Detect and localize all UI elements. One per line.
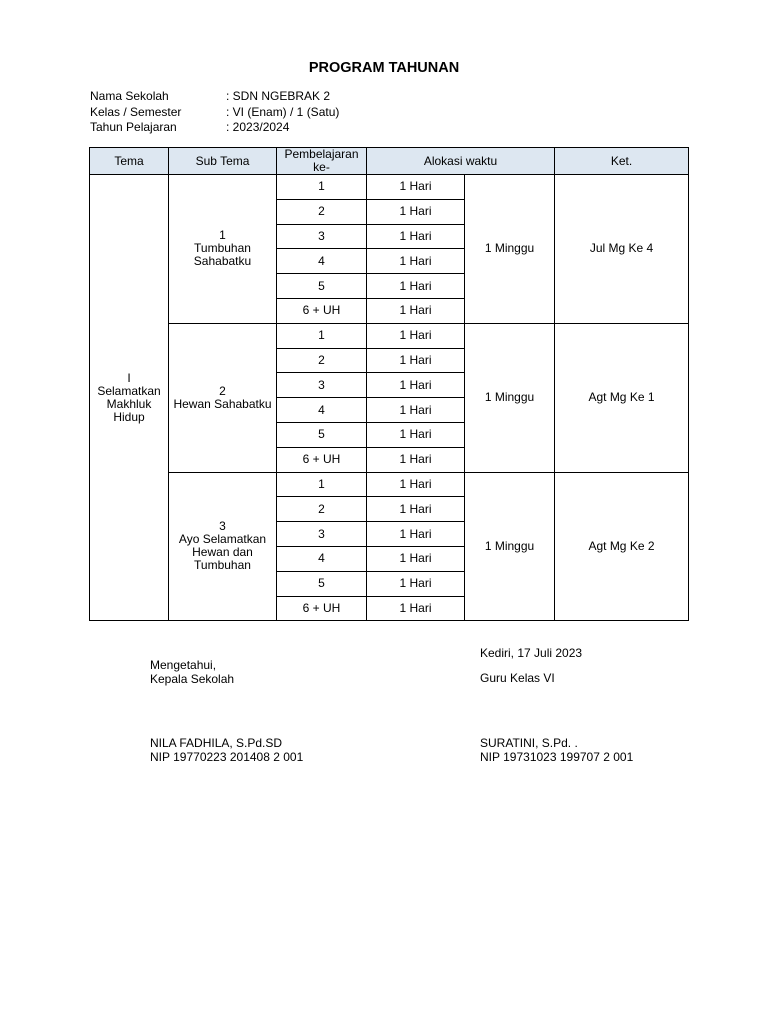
subtema-number: 2 bbox=[219, 383, 226, 398]
subtema-title: Tumbuhan Sahabatku bbox=[193, 241, 252, 269]
hari-cell: 1 Hari bbox=[367, 274, 465, 299]
ket-cell: Agt Mg Ke 1 bbox=[555, 323, 689, 472]
principal-name: NILA FADHILA, S.Pd.SD bbox=[150, 736, 283, 750]
info-value: : SDN NGEBRAK 2 bbox=[226, 89, 331, 103]
teacher-nip: NIP 19731023 199707 2 001 bbox=[480, 749, 634, 764]
hari-cell: 1 Hari bbox=[367, 422, 465, 447]
pembelajaran-cell: 3 bbox=[277, 224, 367, 249]
place-date: Kediri, 17 Juli 2023 bbox=[480, 646, 583, 660]
principal-nip: NIP 19770223 201408 2 001 bbox=[150, 749, 304, 764]
subtema-cell bbox=[169, 323, 277, 472]
ket-cell: Jul Mg Ke 4 bbox=[555, 175, 689, 324]
school-info bbox=[90, 89, 339, 136]
hari-cell: 1 Hari bbox=[367, 199, 465, 224]
pembelajaran-cell: 5 bbox=[277, 274, 367, 299]
hari-cell: 1 Hari bbox=[367, 546, 465, 571]
info-label: Tahun Pelajaran bbox=[90, 120, 177, 134]
hari-cell: 1 Hari bbox=[367, 497, 465, 522]
hari-cell: 1 Hari bbox=[367, 298, 465, 323]
pembelajaran-cell: 4 bbox=[277, 249, 367, 274]
page-title: PROGRAM TAHUNAN bbox=[308, 60, 460, 76]
pembelajaran-cell: 6 + UH bbox=[277, 447, 367, 472]
hari-cell: 1 Hari bbox=[367, 224, 465, 249]
header-alokasi: Alokasi waktu bbox=[367, 148, 555, 175]
minggu-cell: 1 Minggu bbox=[465, 175, 555, 324]
acknowledge-text: Mengetahui, bbox=[150, 658, 217, 672]
subtema-cell bbox=[169, 175, 277, 324]
pembelajaran-cell: 6 + UH bbox=[277, 298, 367, 323]
header-subtema: Sub Tema bbox=[169, 148, 277, 175]
pembelajaran-cell: 3 bbox=[277, 373, 367, 398]
pembelajaran-cell: 1 bbox=[277, 323, 367, 348]
subtema-title: Ayo Selamatkan Hewan dan Tumbuhan bbox=[178, 532, 267, 573]
tema-number: I bbox=[127, 370, 131, 385]
hari-cell: 1 Hari bbox=[367, 398, 465, 423]
info-label: Nama Sekolah bbox=[90, 89, 169, 103]
header-tema: Tema bbox=[90, 148, 169, 175]
header-row bbox=[90, 148, 689, 175]
header-ket: Ket. bbox=[555, 148, 689, 175]
signature-right-name-block bbox=[480, 737, 633, 764]
table-row bbox=[90, 472, 689, 497]
pembelajaran-cell: 5 bbox=[277, 422, 367, 447]
pembelajaran-cell: 1 bbox=[277, 472, 367, 497]
table-row bbox=[90, 323, 689, 348]
pembelajaran-cell: 2 bbox=[277, 348, 367, 373]
ket-cell: Agt Mg Ke 2 bbox=[555, 472, 689, 621]
signature-left-name-block bbox=[150, 737, 303, 764]
subtema-number: 1 bbox=[219, 228, 226, 243]
hari-cell: 1 Hari bbox=[367, 348, 465, 373]
teacher-name: SURATINI, S.Pd. . bbox=[480, 736, 578, 750]
info-row-year bbox=[90, 120, 339, 136]
subtema-title: Hewan Sahabatku bbox=[173, 396, 272, 411]
info-label: Kelas / Semester bbox=[90, 104, 182, 119]
info-row-class bbox=[90, 105, 339, 121]
hari-cell: 1 Hari bbox=[367, 472, 465, 497]
pembelajaran-cell: 4 bbox=[277, 398, 367, 423]
pembelajaran-cell: 4 bbox=[277, 546, 367, 571]
minggu-cell: 1 Minggu bbox=[465, 323, 555, 472]
pembelajaran-cell: 2 bbox=[277, 199, 367, 224]
info-row-school bbox=[90, 89, 339, 105]
info-value: : 2023/2024 bbox=[226, 120, 290, 134]
hari-cell: 1 Hari bbox=[367, 522, 465, 547]
pembelajaran-cell: 6 + UH bbox=[277, 596, 367, 621]
hari-cell: 1 Hari bbox=[367, 447, 465, 472]
subtema-cell bbox=[169, 472, 277, 621]
hari-cell: 1 Hari bbox=[367, 596, 465, 621]
hari-cell: 1 Hari bbox=[367, 323, 465, 348]
teacher-role: Guru Kelas VI bbox=[480, 671, 555, 685]
subtema-number: 3 bbox=[219, 519, 226, 534]
signature-left-heading bbox=[150, 659, 234, 686]
info-value: : VI (Enam) / 1 (Satu) bbox=[226, 104, 340, 119]
pembelajaran-cell: 1 bbox=[277, 175, 367, 200]
minggu-cell: 1 Minggu bbox=[465, 472, 555, 621]
pembelajaran-cell: 3 bbox=[277, 522, 367, 547]
hari-cell: 1 Hari bbox=[367, 571, 465, 596]
pembelajaran-cell: 2 bbox=[277, 497, 367, 522]
hari-cell: 1 Hari bbox=[367, 373, 465, 398]
hari-cell: 1 Hari bbox=[367, 175, 465, 200]
hari-cell: 1 Hari bbox=[367, 249, 465, 274]
pembelajaran-cell: 5 bbox=[277, 571, 367, 596]
tema-title: Selamatkan Makhluk Hidup bbox=[97, 383, 161, 424]
program-table bbox=[89, 147, 689, 621]
table-row bbox=[90, 175, 689, 200]
header-pembelajaran: Pembelajaran ke- bbox=[277, 148, 367, 175]
principal-role: Kepala Sekolah bbox=[150, 671, 235, 686]
tema-cell bbox=[90, 175, 169, 621]
